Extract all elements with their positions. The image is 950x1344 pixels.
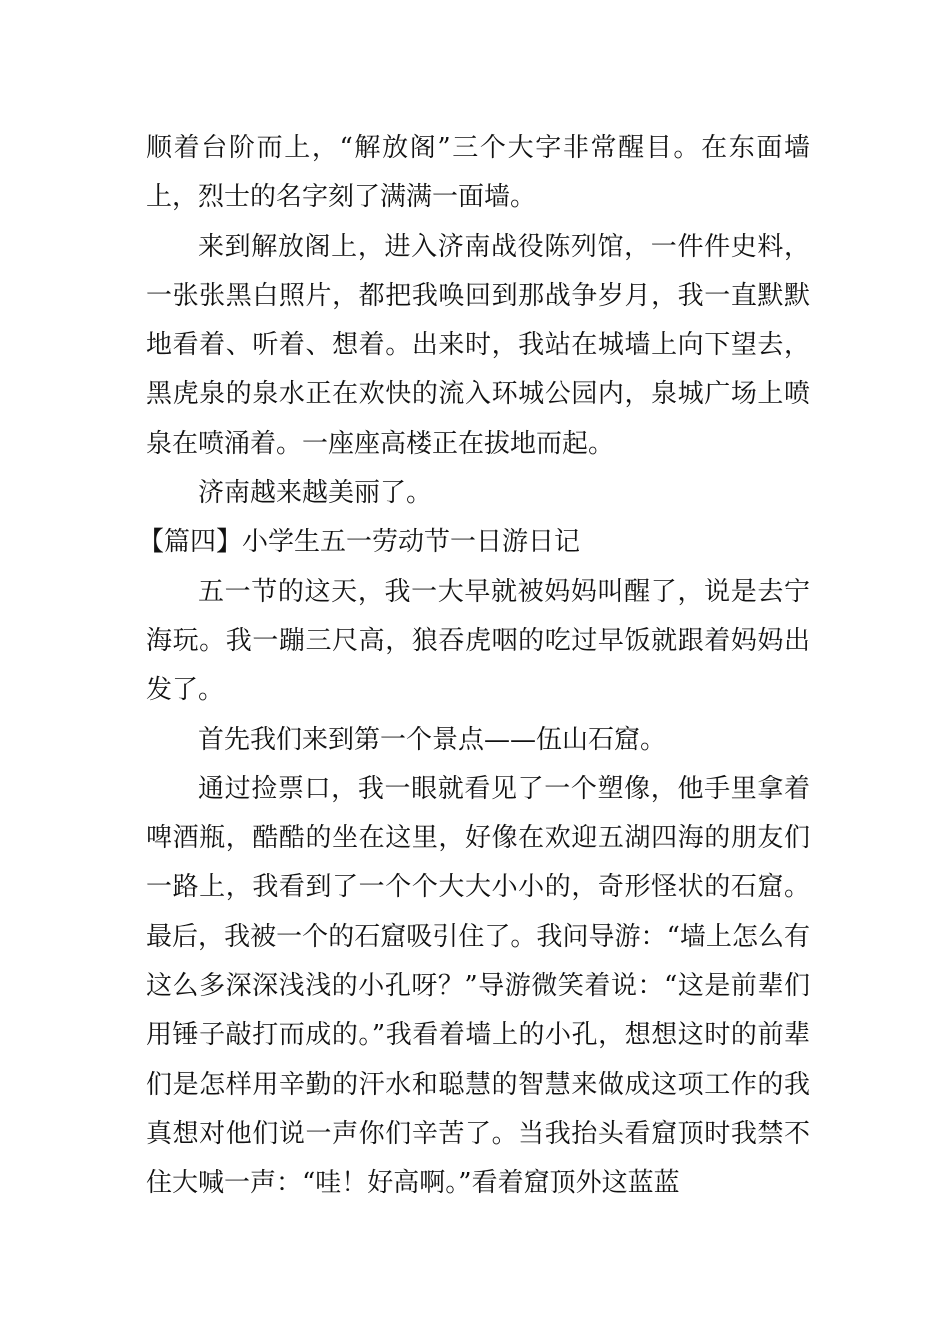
document-page (138, 124, 810, 1209)
paragraph: 通过捡票口，我一眼就看见了一个塑像，他手里拿着啤酒瓶，酷酷的坐在这里，好像在欢迎五湖四海的朋友们一路上，我看到了一个个大大小小的，奇形怪状的石窟。最后，我被一个的石窟吸引住了。我问导游：“墙上怎么有这么多深深浅浅的小孔呀？”导游微笑着说：“这是前辈们用锤子敲打而成的。”我看着墙上的小孔，想想这时的前辈们是怎样用辛勤的汗水和聪慧的智慧来做成这项工作的我真想对他们说一声你们辛苦了。当我抬头看窟顶时我禁不住大喊一声：“哇！好高啊。”看着窟顶外这蓝蓝 (146, 773, 810, 1199)
paragraph: 济南越来越美丽了。 (198, 478, 433, 509)
paragraph: 五一节的这天，我一大早就被妈妈叫醒了，说是去宁海玩。我一蹦三尺高，狼吞虎咽的吃过早饭就跟着妈妈出发了。 (146, 576, 810, 706)
paragraph: 首先我们来到第一个景点——伍山石窟。 (198, 724, 667, 755)
section-heading: 【篇四】小学生五一劳动节一日游日记 (138, 527, 581, 558)
paragraph-continued: 顺着台阶而上，“解放阁”三个大字非常醒目。在东面墙上，烈士的名字刻了满满一面墙。 (146, 133, 810, 213)
paragraph: 来到解放阁上，进入济南战役陈列馆，一件件史料，一张张黑白照片，都把我唤回到那战争岁月，我一直默默地看着、听着、想着。出来时，我站在城墙上向下望去，黑虎泉的泉水正在欢快的流入环城公园内，泉城广场上喷泉在喷涌着。一座座高楼正在拔地而起。 (146, 231, 810, 459)
